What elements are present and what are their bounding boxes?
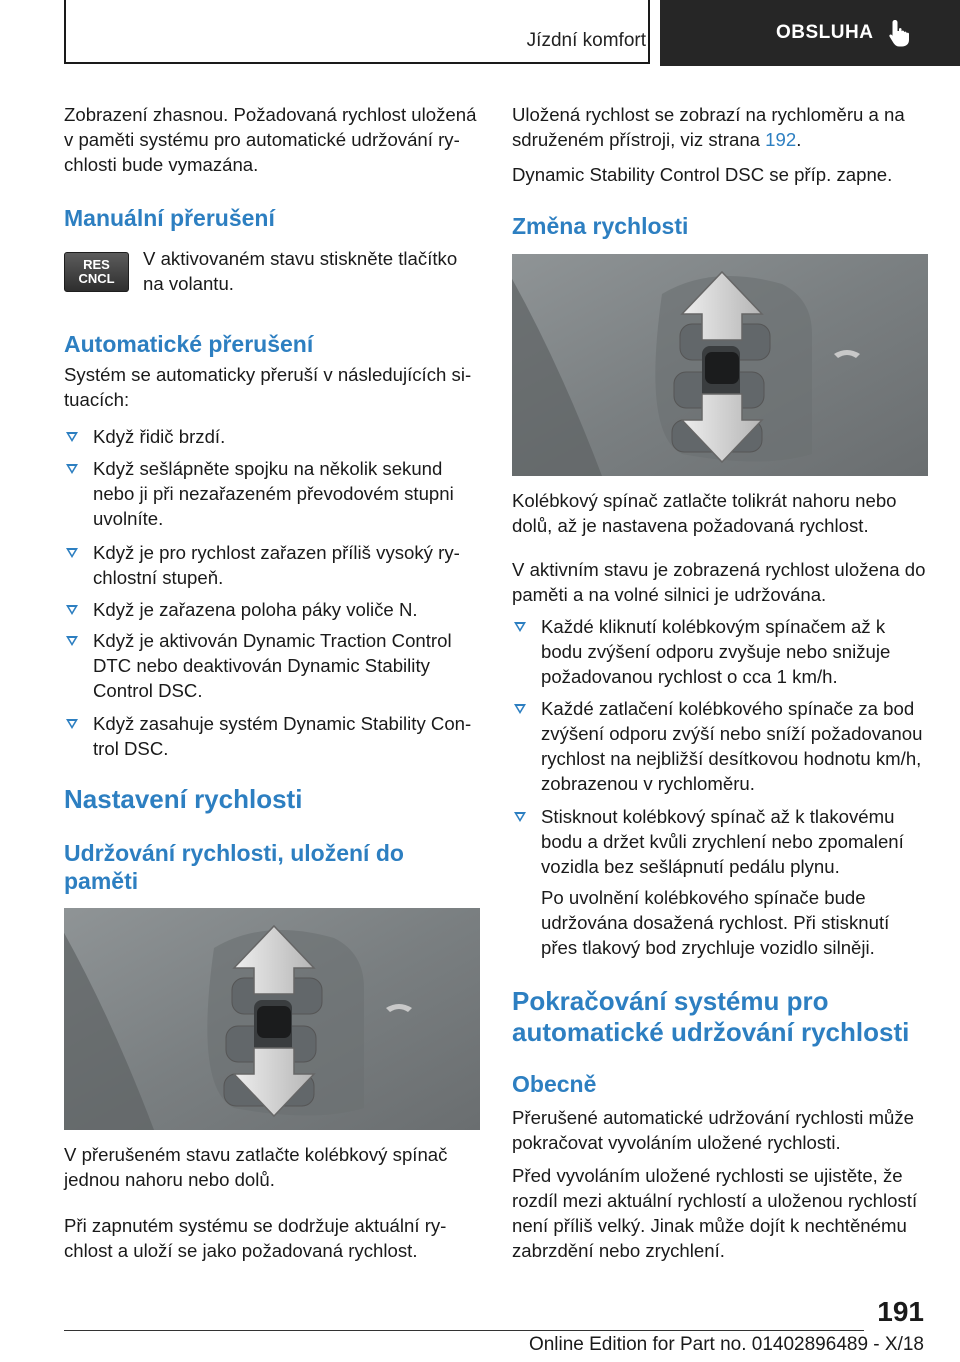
manual-interrupt-block — [64, 248, 480, 296]
triangle-bullet-icon — [514, 622, 526, 632]
footer-rule — [64, 1330, 864, 1331]
steering-wheel-rocker-image-2 — [512, 254, 928, 476]
auto-interrupt-intro: Systém se automaticky přeruší v následujících si-tuacích: — [64, 364, 472, 410]
list-item: Když je zařazena poloha páky voliče N. — [64, 597, 480, 622]
triangle-bullet-icon — [66, 605, 78, 615]
release-text: Po uvolnění kolébkového spínače bude udržována dosažená rychlost. Při stisknutí přes tlakový bod zrychluje vozidlo silněji. — [541, 887, 890, 958]
intro-paragraph: Zobrazení zhasnou. Požadovaná rychlost uložená v paměti systému pro automatické udržování ry-chlosti bude vymazána. — [64, 104, 477, 175]
dsc-text: Dynamic Stability Control DSC se příp. zapne. — [512, 164, 893, 185]
list-item: Každé zatlačení kolébkového spínače za bod zvýšení odporu zvýší nebo sníží požadovanou rychlost na nejbližší desítkovou hodnotu km/h, zobrazenou v rychloměru. — [512, 696, 928, 796]
list-item: Když sešlápněte spojku na několik sekund nebo ji při nezařazeném převodovém stupni uvolníte. — [64, 456, 480, 531]
triangle-bullet-icon — [514, 704, 526, 714]
hand-pointer-icon — [887, 18, 913, 48]
general-text-2: Před vyvoláním uložené rychlosti se ujistěte, že rozdíl mezi aktuální rychlostí a uloženou rychlostí není příliš velký. Jinak může dojít k nechtěnému zabrzdění nebo zrychlení. — [512, 1165, 918, 1261]
res-cncl-button-icon — [64, 252, 129, 292]
store-caption: V přerušeném stavu zatlačte kolébkový spínač jednou nahoru nebo dolů. — [64, 1144, 448, 1190]
header-divider-left — [64, 0, 66, 64]
list-item: Když zasahuje systém Dynamic Stability Con-trol DSC. — [64, 711, 480, 761]
page-reference-link[interactable]: 192 — [765, 129, 797, 150]
header-section-title: Jízdní komfort — [526, 30, 646, 51]
general-heading: Obecně — [512, 1071, 597, 1097]
triangle-bullet-icon — [66, 636, 78, 646]
manual-interrupt-heading: Manuální přerušení — [64, 205, 275, 231]
list-item: Když je aktivován Dynamic Traction Control DTC nebo deaktivován Dynamic Stability Control DSC. — [64, 628, 480, 703]
header-chapter-label: OBSLUHA — [776, 22, 874, 43]
list-item: Stisknout kolébkový spínač až k tlakovému bodu a držet kvůli zrychlení nebo zpomalení vozidla bez sešlápnutí pedálu plynu. — [512, 804, 928, 879]
cncl-label: CNCL — [78, 271, 115, 286]
list-item: Když řidič brzdí. — [64, 424, 480, 449]
stored-speed-text: Uložená rychlost se zobrazí na rychloměru a na sdruženém přístroji, viz strana 192. — [512, 104, 905, 150]
header-rule — [64, 62, 650, 64]
change-caption: Kolébkový spínač zatlačte tolikrát nahoru nebo dolů, až je nastavena požadovaná rychlost. — [512, 490, 897, 536]
list-item: Každé kliknutí kolébkovým spínačem až k bodu zvýšení odporu zvyšuje nebo snižuje požadovanou rychlost o cca 1 km/h. — [512, 614, 928, 689]
header-chapter-tab[interactable] — [660, 0, 960, 66]
triangle-bullet-icon — [514, 812, 526, 822]
header-divider-right — [648, 0, 650, 64]
auto-interrupt-heading: Automatické přerušení — [64, 331, 314, 357]
list-item: Když je pro rychlost zařazen příliš vysoký ry-chlostní stupeň. — [64, 540, 480, 590]
active-state-text: V aktivním stavu je zobrazená rychlost uložena do paměti a na volné silnici je udržována. — [512, 559, 926, 605]
general-text-1: Přerušené automatické udržování rychlosti může pokračovat vyvoláním uložené rychlosti. — [512, 1107, 915, 1153]
store-speed-heading: Udržování rychlosti, uložení do paměti — [64, 840, 404, 894]
change-speed-heading: Změna rychlosti — [512, 213, 689, 239]
steering-wheel-rocker-image — [64, 908, 480, 1130]
triangle-bullet-icon — [66, 432, 78, 442]
footer-edition: Online Edition for Part no. 01402896489 - X/18 — [528, 1334, 924, 1355]
triangle-bullet-icon — [66, 548, 78, 558]
set-speed-heading: Nastavení rychlosti — [64, 784, 303, 814]
triangle-bullet-icon — [66, 464, 78, 474]
resume-heading: Pokračování systému pro automatické udržování rychlosti — [512, 986, 910, 1047]
manual-interrupt-text: V aktivovaném stavu stiskněte tlačítko na volantu. — [143, 248, 458, 294]
res-label: RES — [83, 257, 110, 272]
triangle-bullet-icon — [66, 719, 78, 729]
page-number: 191 — [877, 1296, 924, 1327]
store-text: Při zapnutém systému se dodržuje aktuální ry-chlost a uloží se jako požadovaná rychlost. — [64, 1215, 447, 1261]
